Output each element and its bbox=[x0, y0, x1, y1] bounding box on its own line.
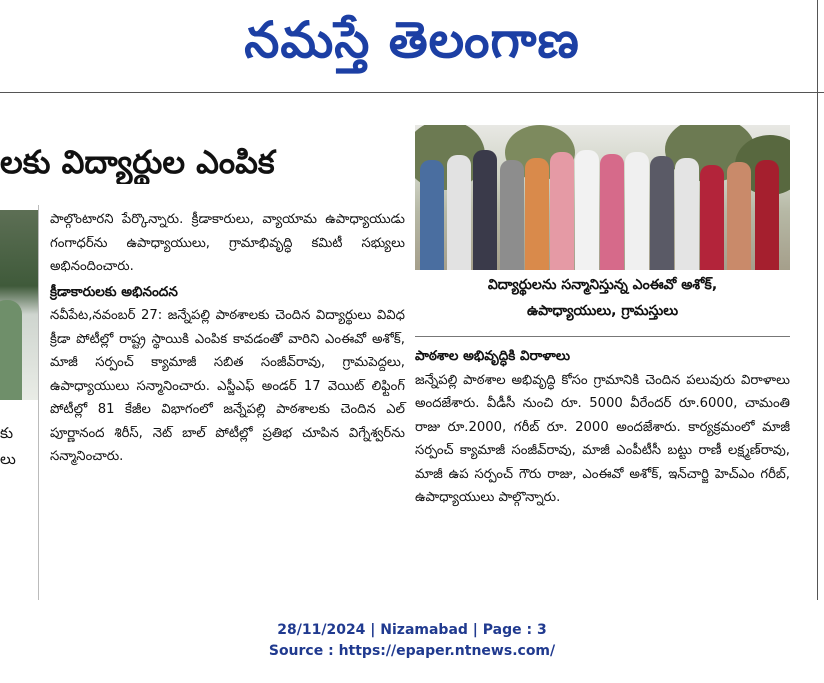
left-caption-line: కు bbox=[0, 424, 14, 442]
photo-caption-line: విద్యార్థులను సన్మానిస్తున్న ఎంఈవో అశోక్, bbox=[487, 277, 718, 293]
article-headline: లకు విద్యార్థుల ఎంపిక bbox=[0, 143, 275, 181]
article-column-2 bbox=[415, 345, 790, 510]
footer-source-line: Source : https://epaper.ntnews.com/ bbox=[268, 643, 556, 659]
paragraph: నవీపేట,నవంబర్ 27: జన్నేపల్లి పాఠశాలకు చెందిన విద్యార్థులు వివిధ క్రీడా పోటీల్లో రాష్ట్ర స్థాయికి ఎంపిక కావడంతో వారిని ఎంఈవో అశోక్, మాజీ సర్పంచ్ క్యామాజీ సబిత సంజీవ్‌రావు, గ్రామపెద్దలు, ఉపాధ్యాయులు సన్మానించారు. ఎస్జీఎఫ్ అండర్ 17 వెయిట్ లిఫ్టింగ్ పోటీల్లో 81 కేజీల విభాగంలో జన్నేపల్లి పాఠశాలకు చెందిన ఎల్ పూర్ణానంద శిరీస్, నెట్ బాల్ పోటీల్లో ప్రతిభ చూపిన విగ్నేశ్వర్‌ను సన్మానించారు. bbox=[50, 308, 405, 464]
top-rule bbox=[0, 92, 824, 93]
photo-caption-line: ఉపాధ్యాయులు, గ్రామస్తులు bbox=[526, 303, 679, 319]
article-column-1 bbox=[50, 208, 405, 469]
left-photo-fragment bbox=[0, 210, 38, 400]
news-photo bbox=[415, 125, 790, 270]
section-subhead: క్రీడాకారులకు అభినందన bbox=[50, 283, 178, 300]
section-subhead: పాఠశాల అభివృద్ధికి విరాళాలు bbox=[415, 348, 571, 364]
paragraph: జన్నేపల్లి పాఠశాల అభివృద్ధి కోసం గ్రామానికి చెందిన పలువురు విరాళాలు అందజేశారు. వీడీసీ నుంచి రూ. 5000 వీరేందర్ రూ.6000, చామంతి రాజు రూ.2000, గరీబ్ రూ. 2000 అందజేశారు. కార్యక్రమంలో మాజీ సర్పంచ్ క్యామాజీ సంజీవ్‌రావు, మాజీ ఎంపీటీసీ బట్టు రాణీ లక్ష్మణ్‌రావు, మాజీ ఉప సర్పంచ్ గౌరు రాజు, ఎంఈవో అశోక్, ఇన్‌చార్జి హెచ్‌ఎం గరీబ్, ఉపాధ్యాయులు పాల్గొన్నారు. bbox=[415, 372, 790, 505]
photo-caption bbox=[415, 272, 790, 324]
paragraph: పాల్గొంటారని పేర్కొన్నారు. క్రీడాకారులు, వ్యాయామ ఉపాధ్యాయుడు గంగాధర్‌ను ఉపాధ్యాయులు, గ్రామాభివృద్ధి కమిటీ సభ్యులు అభినందించారు. bbox=[50, 212, 405, 274]
right-rule bbox=[817, 0, 818, 600]
left-caption-fragment bbox=[0, 420, 20, 472]
footer bbox=[0, 620, 824, 662]
caption-rule bbox=[415, 336, 790, 337]
left-caption-line: లు bbox=[0, 450, 16, 468]
column-divider bbox=[38, 205, 39, 600]
masthead-title: నమస్తే తెలంగాణ bbox=[244, 11, 580, 69]
footer-date-line: 28/11/2024 | Nizamabad | Page : 3 bbox=[277, 622, 547, 638]
